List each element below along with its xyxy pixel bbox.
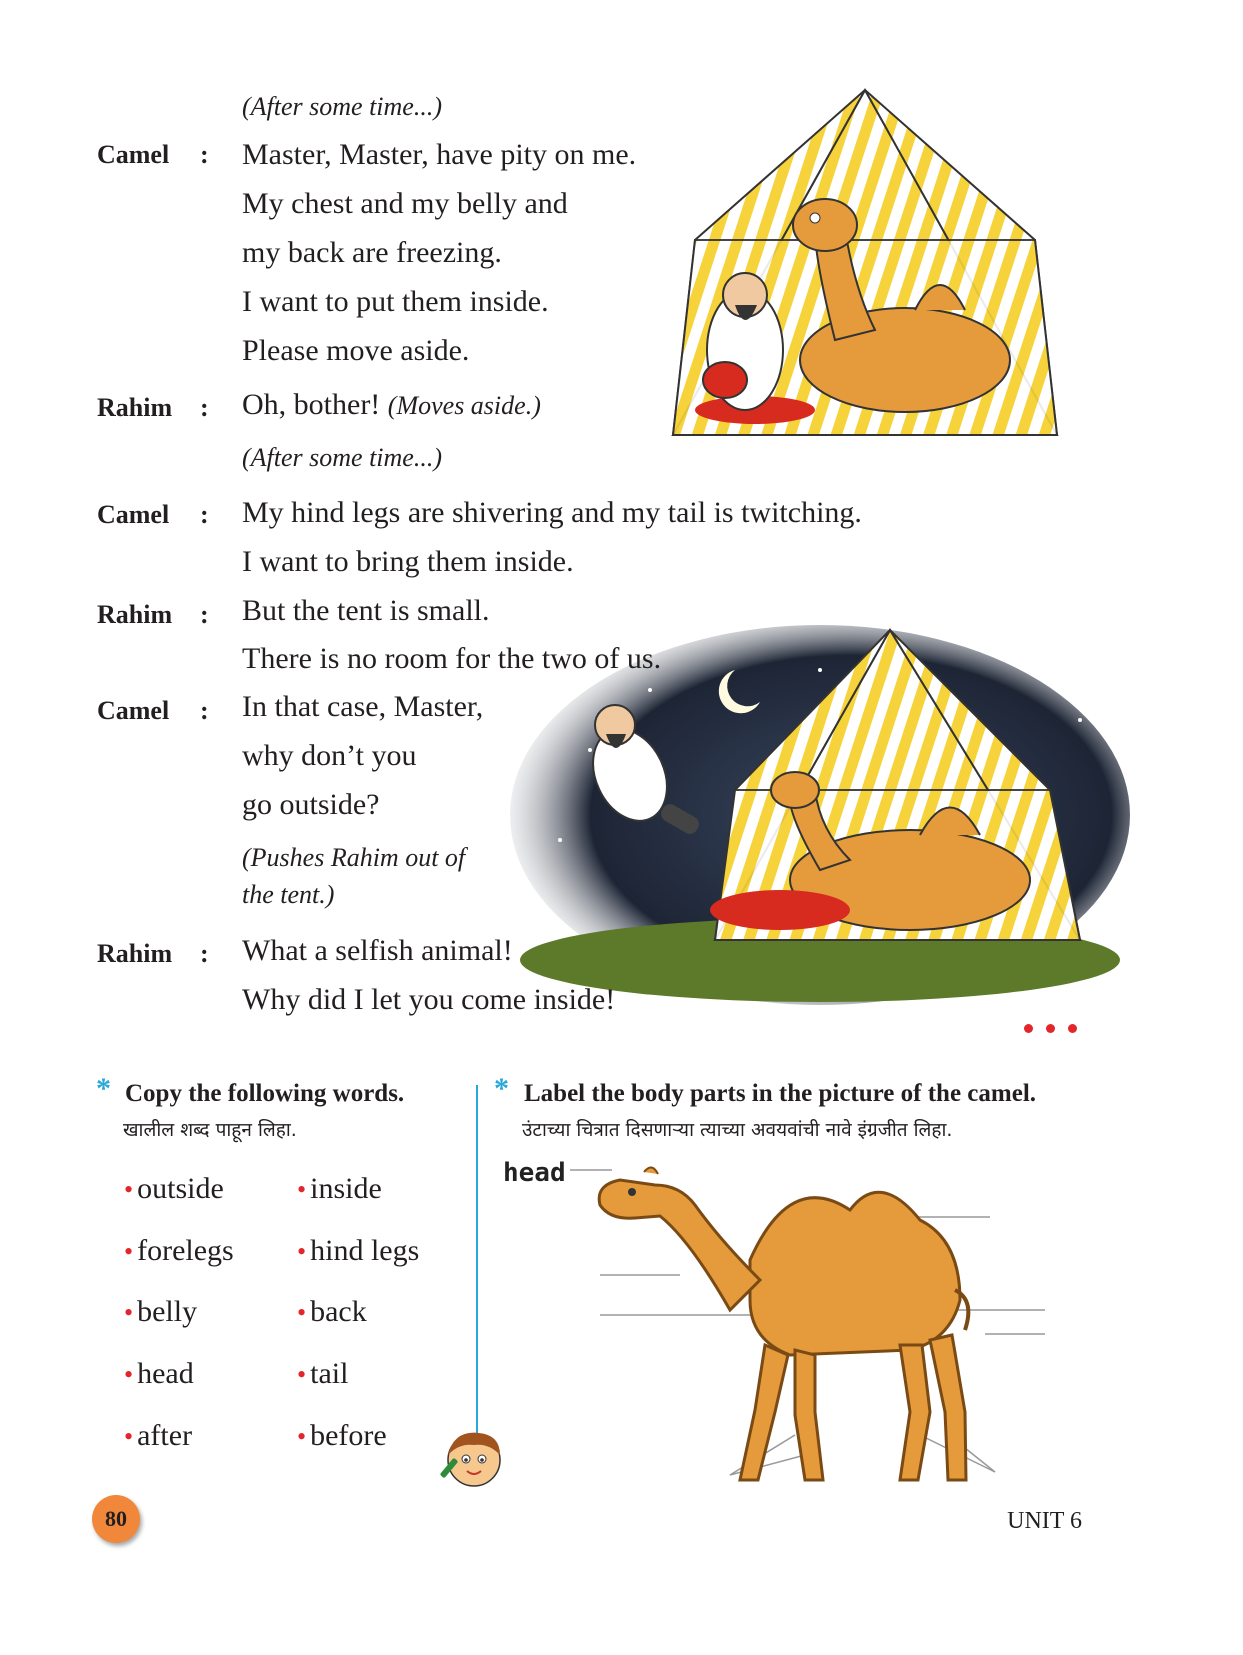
colon: : <box>200 600 209 629</box>
word-item <box>297 1172 382 1206</box>
exercise-subtitle: खालील शब्द पाहून लिहा. <box>123 1119 297 1141</box>
word-item <box>124 1172 224 1206</box>
unit-label: UNIT 6 <box>1007 1508 1082 1534</box>
word-item <box>124 1234 234 1268</box>
word-text: after <box>137 1419 193 1452</box>
stage-direction: (Moves aside.) <box>387 391 541 420</box>
word-text: belly <box>137 1295 198 1328</box>
dialogue-line: go outside? <box>242 788 380 821</box>
bullet-icon: • <box>297 1175 307 1204</box>
word-item <box>297 1357 348 1391</box>
speaker-camel: Camel <box>97 696 170 725</box>
stage-direction: the tent.) <box>242 880 335 909</box>
bullet-icon: • <box>297 1298 307 1327</box>
dialogue-line: Master, Master, have pity on me. <box>242 138 637 171</box>
dialogue-line: What a selfish animal! <box>242 934 513 967</box>
bullet-icon: • <box>124 1360 134 1389</box>
speaker-rahim: Rahim <box>97 393 173 422</box>
word-item <box>297 1419 387 1453</box>
dialogue-line: My chest and my belly and <box>242 187 568 220</box>
bullet-icon: • <box>297 1360 307 1389</box>
bullet-icon: • <box>124 1422 134 1451</box>
word-item <box>124 1295 197 1329</box>
dialogue-line: But the tent is small. <box>242 594 490 627</box>
stage-direction: (After some time...) <box>242 92 443 121</box>
colon: : <box>200 696 209 725</box>
bullet-icon: • <box>297 1422 307 1451</box>
page-number: 80 <box>92 1495 140 1543</box>
example-label: head <box>503 1158 566 1188</box>
word-text: before <box>310 1419 387 1452</box>
speaker-camel: Camel <box>97 140 170 169</box>
exercise-star-icon: * <box>96 1072 111 1105</box>
word-text: inside <box>310 1172 382 1205</box>
continuation-dot <box>1024 1024 1033 1033</box>
night-tent-illustration <box>520 630 1120 1000</box>
exercise-subtitle: उंटाच्या चित्रात दिसणाऱ्या त्याच्या अवयवांची नावे इंग्रजीत लिहा. <box>522 1119 953 1141</box>
speaker-rahim: Rahim <box>97 600 173 629</box>
stage-direction: (After some time...) <box>242 443 443 472</box>
bullet-icon: • <box>124 1237 134 1266</box>
colon: : <box>200 939 209 968</box>
stage-direction: (Pushes Rahim out of <box>242 843 466 872</box>
continuation-dot <box>1046 1024 1055 1033</box>
girl-mascot-icon <box>434 1425 514 1495</box>
dialogue-line: My hind legs are shivering and my tail is twitching. <box>242 496 862 529</box>
section-divider <box>476 1085 478 1435</box>
speaker-rahim: Rahim <box>97 939 173 968</box>
exercise-star-icon: * <box>494 1072 509 1105</box>
bullet-icon: • <box>297 1237 307 1266</box>
speaker-camel: Camel <box>97 500 170 529</box>
dialogue-line: why don’t you <box>242 739 417 772</box>
dialogue-line: I want to bring them inside. <box>242 545 574 578</box>
dialogue-text: Oh, bother! <box>242 388 381 421</box>
word-text: tail <box>310 1357 349 1390</box>
dialogue-line <box>242 388 541 422</box>
word-item <box>124 1419 192 1453</box>
word-item <box>297 1234 419 1268</box>
word-text: head <box>137 1357 194 1390</box>
word-item <box>124 1357 194 1391</box>
bullet-icon: • <box>124 1175 134 1204</box>
word-item <box>297 1295 367 1329</box>
bullet-icon: • <box>124 1298 134 1327</box>
dialogue-line: There is no room for the two of us. <box>242 642 662 675</box>
word-text: back <box>310 1295 367 1328</box>
dialogue-line: In that case, Master, <box>242 690 484 723</box>
camel-labeling-diagram <box>580 1150 1050 1490</box>
word-text: outside <box>137 1172 224 1205</box>
colon: : <box>200 393 209 422</box>
exercise-title: Copy the following words. <box>125 1080 405 1107</box>
colon: : <box>200 140 209 169</box>
exercise-title: Label the body parts in the picture of the camel. <box>524 1080 1037 1107</box>
dialogue-line: I want to put them inside. <box>242 285 549 318</box>
colon: : <box>200 500 209 529</box>
dialogue-line: Please move aside. <box>242 334 470 367</box>
dialogue-line: Why did I let you come inside! <box>242 983 616 1016</box>
camel-in-tent-illustration <box>665 90 1065 450</box>
continuation-dot <box>1068 1024 1077 1033</box>
dialogue-line: my back are freezing. <box>242 236 502 269</box>
word-text: hind legs <box>310 1234 420 1267</box>
word-text: forelegs <box>137 1234 234 1267</box>
